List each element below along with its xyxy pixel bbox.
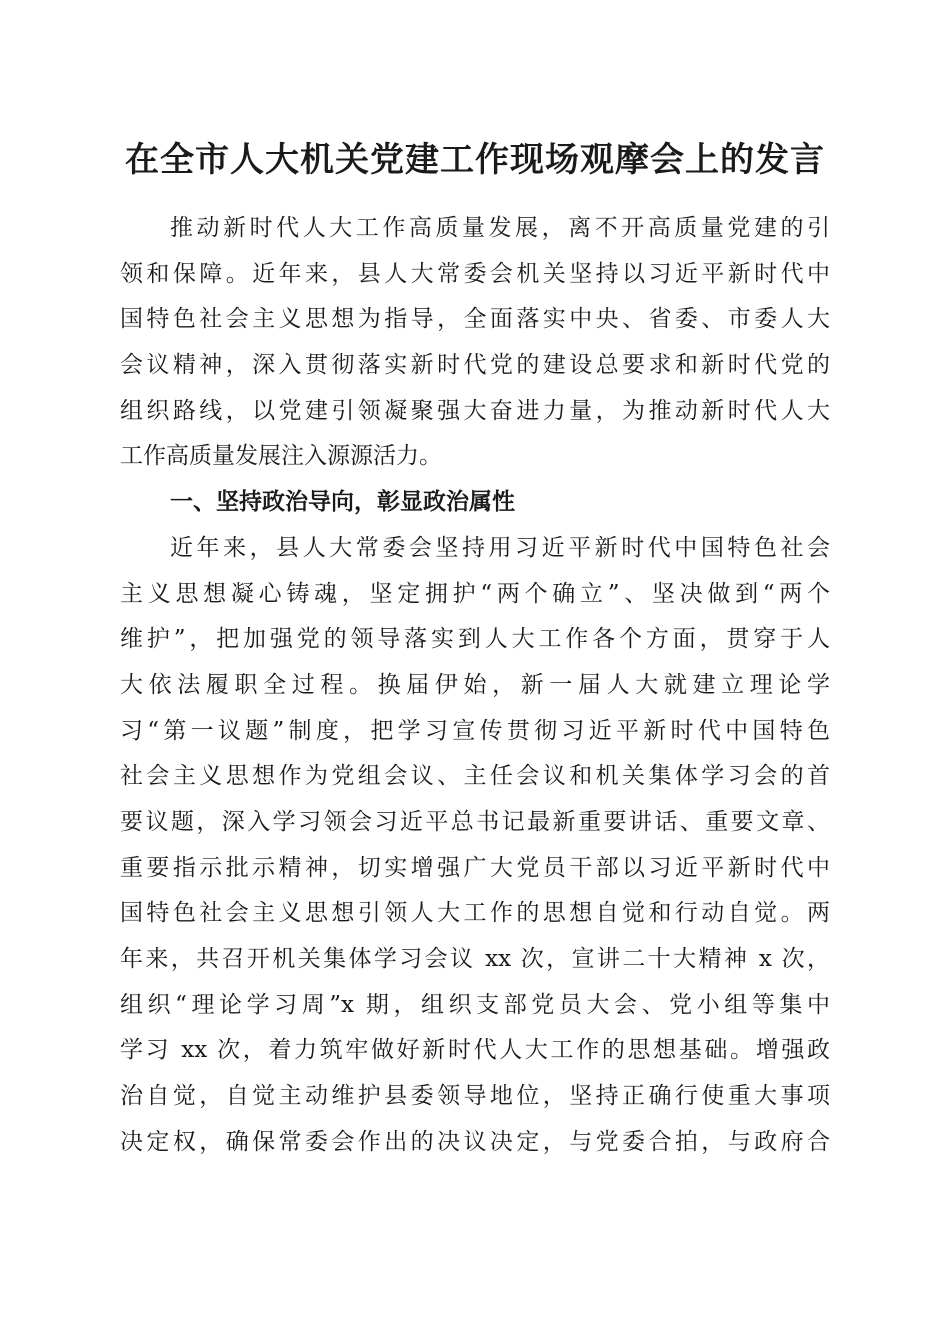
paragraph-line: 组织“理论学习周”x 期，组织支部党员大会、党小组等集中 bbox=[120, 991, 830, 1018]
document-title: 在全市人大机关党建工作现场观摩会上的发言 bbox=[125, 140, 825, 180]
paragraph-line: 学习 xx 次，着力筑牢做好新时代人大工作的思想基础。增强政 bbox=[120, 1037, 830, 1064]
paragraph-line: 推动新时代人大工作高质量发展，离不开高质量党建的引 bbox=[170, 215, 830, 241]
document-body bbox=[120, 206, 830, 1165]
paragraph-line: 重要指示批示精神，切实增强广大党员干部以习近平新时代中 bbox=[120, 854, 830, 881]
paragraph-line: 社会主义思想作为党组会议、主任会议和机关集体学习会的首 bbox=[120, 763, 830, 790]
section-heading: 一、坚持政治导向，彰显政治属性 bbox=[170, 489, 515, 516]
paragraph-line: 领和保障。近年来，县人大常委会机关坚持以习近平新时代中 bbox=[120, 260, 830, 287]
paragraph-line: 维护”，把加强党的领导落实到人大工作各个方面，贯穿于人 bbox=[120, 626, 830, 653]
paragraph-line: 治自觉，自觉主动维护县委领导地位，坚持正确行使重大事项 bbox=[120, 1083, 830, 1110]
paragraph-line: 会议精神，深入贯彻落实新时代党的建设总要求和新时代党的 bbox=[120, 352, 830, 379]
paragraph-line: 工作高质量发展注入源源活力。 bbox=[120, 443, 442, 470]
paragraph-line: 决定权，确保常委会作出的决议决定，与党委合拍，与政府合 bbox=[120, 1128, 830, 1155]
paragraph-line: 年来，共召开机关集体学习会议 xx 次，宣讲二十大精神 x 次， bbox=[120, 946, 830, 972]
paragraph-line: 国特色社会主义思想引领人大工作的思想自觉和行动自觉。两 bbox=[120, 900, 830, 927]
paragraph-line: 习“第一议题”制度，把学习宣传贯彻习近平新时代中国特色 bbox=[120, 717, 830, 744]
paragraph-line: 要议题，深入学习领会习近平总书记最新重要讲话、重要文章、 bbox=[120, 808, 830, 835]
paragraph-line: 组织路线，以党建引领凝聚强大奋进力量，为推动新时代人大 bbox=[120, 397, 830, 424]
paragraph-line: 近年来，县人大常委会坚持用习近平新时代中国特色社会 bbox=[170, 534, 830, 561]
paragraph-line: 主义思想凝心铸魂，坚定拥护“两个确立”、坚决做到“两个 bbox=[120, 580, 830, 607]
paragraph-line: 大依法履职全过程。换届伊始，新一届人大就建立理论学 bbox=[120, 671, 830, 698]
paragraph-line: 国特色社会主义思想为指导，全面落实中央、省委、市委人大 bbox=[120, 306, 830, 333]
